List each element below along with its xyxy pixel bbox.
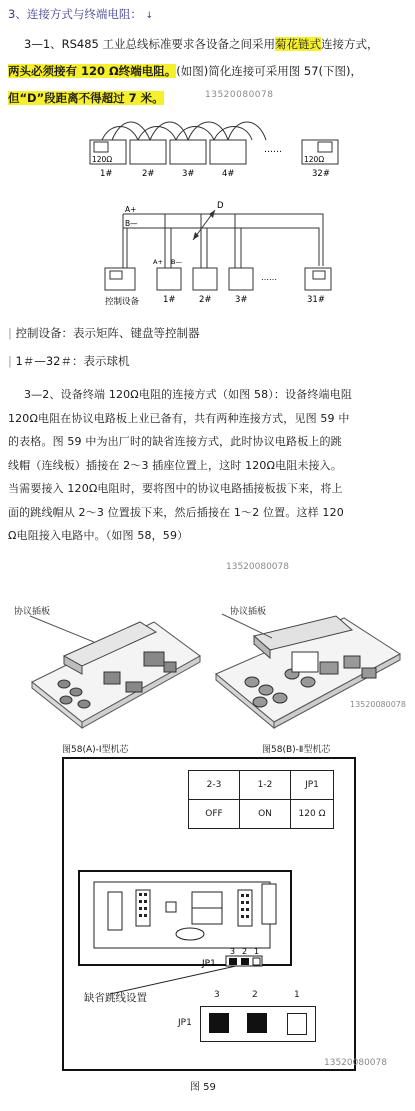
bus-topology-diagram xyxy=(95,196,340,312)
heading-text: 3、连接方式与终端电阻： xyxy=(8,7,142,21)
zoom-pin-1: 1 xyxy=(294,990,300,1000)
legend-cameras-text: 1＃—32＃：表示球机 xyxy=(15,354,130,368)
legend-controller-text: 控制设备：表示矩阵、键盘等控制器 xyxy=(15,326,200,340)
zoom-pin-3: 3 xyxy=(214,990,220,1000)
bus-node-label-3: 3# xyxy=(235,295,248,305)
default-jumper-label: 缺省跳线设置 xyxy=(84,992,147,1004)
p32-line-2: 120Ω电阻在协议电路板上业已备有，共有两种连接方式，见图 59 中 xyxy=(8,411,350,425)
board-pin-2: 2 xyxy=(242,947,248,956)
node-label-3: 3# xyxy=(182,169,195,179)
table-cell-jp1: JP1 xyxy=(291,771,334,800)
board-diagram xyxy=(78,870,294,972)
text-cursor: | xyxy=(8,326,12,340)
p31-line1 xyxy=(24,37,379,51)
node-a-label: A+ xyxy=(153,258,163,266)
node-box-4 xyxy=(210,140,246,164)
bus-node-3 xyxy=(229,268,253,290)
watermark-bottom: 13520080078 xyxy=(324,1058,387,1068)
bus-node-label-1: 1# xyxy=(163,295,176,305)
node-label-4: 4# xyxy=(222,169,235,179)
jumper-pin1-open xyxy=(287,1013,307,1035)
p31-line2 xyxy=(8,64,362,78)
legend-controller xyxy=(8,326,200,340)
bus-node-label-2: 2# xyxy=(199,295,212,305)
zoom-pin-2: 2 xyxy=(252,990,258,1000)
p32-line-6: 面的跳线帽从 2～3 位置拔下来，然后插接在 1～2 位置。这样 120 xyxy=(8,505,344,519)
p31-highlight-distance: 但“D”段距离不得超过 7 米。 xyxy=(8,91,164,105)
node-label-1: 1# xyxy=(100,169,113,179)
bus-label-b: B— xyxy=(125,219,138,228)
watermark-top: 13520080078 xyxy=(205,90,274,100)
board-pin-3: 3 xyxy=(230,947,236,956)
node-box-3 xyxy=(170,140,206,164)
res-label-left: 120Ω xyxy=(92,155,113,164)
p31-highlight-daisy: 菊花链式 xyxy=(275,37,322,51)
bus-node-label-31: 31# xyxy=(307,295,325,305)
fig58a-caption: 图58(A)-Ⅰ型机芯 xyxy=(62,745,129,755)
chain-dots: …… xyxy=(264,145,282,155)
node-label-32: 32# xyxy=(312,169,330,179)
watermark-fig58: 13520080078 xyxy=(350,700,406,709)
board-jp1-label: JP1 xyxy=(202,959,216,969)
controller-label: 控制设备 xyxy=(105,297,140,307)
table-cell-120: 120 Ω xyxy=(291,800,334,829)
jumper-table xyxy=(188,770,334,829)
p32-paragraph xyxy=(8,383,410,548)
fig59-caption: 图 59 xyxy=(190,1082,216,1093)
board-pin-1: 1 xyxy=(254,947,260,956)
zoom-jp1-label: JP1 xyxy=(178,1018,192,1028)
bus-node-2 xyxy=(193,268,217,290)
node-label-2: 2# xyxy=(142,169,155,179)
section-heading xyxy=(8,7,153,23)
segment-d-label: D xyxy=(217,201,224,211)
p32-line-3: 的表格。图 59 中为出厂时的缺省连接方式，此时协议电路板上的跳 xyxy=(8,435,342,448)
bus-label-a: A+ xyxy=(125,205,137,214)
jumper-cap-pin3 xyxy=(209,1013,229,1033)
p31-lead: 3—1、RS485 工业总线标准要求各设备之间采用 xyxy=(24,37,276,51)
node-b-label: B— xyxy=(171,258,182,266)
bus-node-1 xyxy=(157,268,181,290)
table-cell-off: OFF xyxy=(189,800,240,829)
fig58b-board-label: 协议插板 xyxy=(230,607,267,617)
jumper-cap-pin2 xyxy=(247,1013,267,1033)
watermark-middle: 13520080078 xyxy=(226,562,289,572)
table-cell-23: 2-3 xyxy=(189,771,240,800)
fig58b-caption: 图58(B)-Ⅱ型机芯 xyxy=(262,745,331,755)
board-b-illustration xyxy=(212,612,402,730)
zoom-jumper-block xyxy=(200,1006,316,1042)
p32-line-5: 当需要接入 120Ω电阻时，要将图中的协议电路插接板拔下来，将上 xyxy=(8,482,343,495)
p32-line-7: Ω电阻接入电路中。（如图 58，59） xyxy=(8,529,189,542)
p31-highlight-resistor: 两头必须接有 120 Ω终端电阻。 xyxy=(8,64,177,78)
legend-cameras xyxy=(8,354,129,368)
return-mark: ↓ xyxy=(145,11,154,21)
p31-after: 连接方式， xyxy=(321,37,379,51)
node-box-2 xyxy=(130,140,166,164)
board-a-illustration xyxy=(24,612,204,730)
daisy-chain-diagram xyxy=(80,118,350,180)
res-label-right: 120Ω xyxy=(304,155,325,164)
p31-line2-rest: (如图)简化连接可采用图 57(下图)， xyxy=(176,64,363,78)
fig58a-board-label: 协议插板 xyxy=(14,607,51,617)
table-cell-on: ON xyxy=(240,800,291,829)
table-cell-12: 1-2 xyxy=(240,771,291,800)
p32-line-1: 3—2、设备终端 120Ω电阻的连接方式（如图 58）：设备终端电阻 xyxy=(24,388,352,401)
p32-line-4: 线帽（连线板）插接在 2～3 插座位置上，这时 120Ω电阻未接入。 xyxy=(8,458,342,472)
text-cursor: | xyxy=(8,354,12,368)
bus-dots: …… xyxy=(261,273,277,282)
p31-line3 xyxy=(8,91,164,105)
